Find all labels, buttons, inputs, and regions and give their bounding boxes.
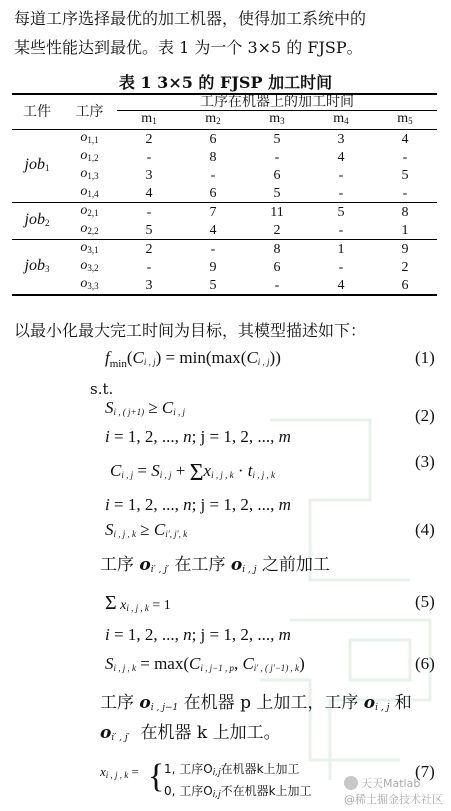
range-line-3: i = 1, 2, ..., n; j = 1, 2, ..., m [105,625,291,644]
header-m3: $m_3$ [269,111,285,126]
equation-1-number: (1) [415,348,435,367]
time-cell: 2 [401,259,409,275]
table-caption: 表 1 3×5 的 FJSP 加工时间 [118,73,333,92]
equation-7-case-0: 0, 工序$O_{i,j}$不在机器k上加工 [164,784,312,800]
header-m1: $m_1$ [141,111,157,126]
time-cell: 1 [401,222,409,238]
time-cell: 8 [401,204,409,220]
equation-5-number: (5) [415,592,435,611]
time-cell: - [402,149,408,165]
time-cell: - [338,185,344,201]
equation-6: $S_{i , j , k} = \max(C_{i , j-1 , p}$, $C_{i' , ( j'-1) , k}$) (6) [105,654,435,673]
range-line-2: i = 1, 2, ..., n; j = 1, 2, ..., m [105,495,291,514]
equation-2: $S_{i , ( j+1)} \ge C_{i , j}$ (2) [105,398,435,425]
table-row [12,276,437,295]
note-equation-6-line-2: $o_{i' , j'}$ 在机器 k 上加工。 [100,723,281,743]
equation-5: Σ $x_{i , j , k} = 1$ (5) [105,592,435,614]
time-cell: 5 [273,131,281,147]
equation-3: $C_{i , j} = S_{i , j} + \Sigma x_{i , j , k} \cdot t_{i , j , k}$ (3) [110,452,435,486]
time-cell: 5 [401,167,409,183]
time-cell: 5 [337,204,345,220]
table-row [12,203,437,222]
time-cell: 6 [273,167,281,183]
equation-3-number: (3) [415,452,435,471]
time-cell: 5 [209,277,217,293]
equation-4: $S_{i , j , k} \ge C_{i', j', k}$ (4) [105,520,435,539]
time-cell: - [402,185,408,201]
time-cell: 2 [145,131,153,147]
op-cell: $o_{3,1}$ [80,240,99,255]
header-m2: $m_2$ [205,111,221,126]
header-m5: $m_5$ [397,111,413,126]
equation-1: $f_{min}(C_{i , j}) = \min(\max(C_{i , j}))$ (1) [105,348,435,370]
time-cell: 3 [145,167,153,183]
header-machine-times: 工序在机器上的加工时间 [117,94,437,111]
equation-2-number: (2) [415,406,435,425]
time-cell: 6 [209,185,217,201]
time-cell: 11 [270,204,284,220]
job-cell: job$_3$ [24,256,50,274]
intro-line-1: 每道工序选择最优的加工机器，使得加工系统中的 [14,9,367,28]
op-cell: $o_{3,3}$ [80,276,99,291]
equation-7-case-1: 1, 工序$O_{i,j}$在机器k上加工 [164,762,300,778]
equation-6-number: (6) [415,654,435,673]
equation-4-number: (4) [415,520,435,539]
time-cell: 8 [209,149,217,165]
time-cell: 5 [145,222,153,238]
fjsp-table [12,93,437,296]
time-cell: 6 [273,259,281,275]
time-cell: - [146,204,152,220]
header-job: 工件 [23,104,51,120]
objective-text: 以最小化最大完工时间为目标，其模型描述如下： [14,321,367,340]
time-cell: 3 [337,131,345,147]
time-cell: 4 [209,222,217,238]
op-cell: $o_{1,4}$ [80,184,99,199]
time-cell: 2 [273,222,281,238]
time-cell: 4 [337,277,345,293]
header-m4: $m_4$ [333,111,349,126]
st-label: s.t. [90,380,114,398]
time-cell: - [210,241,216,257]
wechat-icon [344,776,358,790]
time-cell: 3 [145,277,153,293]
time-cell: 9 [209,259,217,275]
op-cell: $o_{1,2}$ [80,148,99,163]
time-cell: - [274,149,280,165]
op-cell: $o_{1,3}$ [80,166,99,181]
time-cell: - [146,259,152,275]
time-cell: 1 [337,241,345,257]
table-row [12,184,437,203]
time-cell: - [146,149,152,165]
table-row [12,166,437,184]
time-cell: 6 [401,277,409,293]
job-cell: job$_1$ [24,155,50,173]
time-cell: 2 [145,241,153,257]
note-equation-4: 工序 $o_{i' , j'}$ 在工序 $o_{i , j}$ 之前加工 [100,555,330,575]
watermark: 天天Matlab @稀土掘金技术社区 [344,777,443,806]
equation-7-number: (7) [415,762,435,781]
time-cell: 6 [209,131,217,147]
time-cell: 8 [273,241,281,257]
time-cell: 4 [145,185,153,201]
range-line-1: i = 1, 2, ..., n; j = 1, 2, ..., m [105,427,291,446]
time-cell: 7 [209,204,217,220]
table-row [12,221,437,240]
time-cell: - [338,259,344,275]
time-cell: - [338,222,344,238]
note-equation-6-line-1: 工序 $o_{i , j-1}$ 在机器 p 上加工，工序 $o_{i , j}$ 和 [100,693,412,713]
time-cell: 4 [337,149,345,165]
intro-line-2: 某些性能达到最优。表 1 为一个 3×5 的 FJSP。 [14,38,363,57]
table-row [12,240,437,259]
op-cell: $o_{2,1}$ [80,203,99,218]
table-row [12,258,437,276]
time-cell: 5 [273,185,281,201]
op-cell: $o_{3,2}$ [80,258,99,273]
time-cell: - [274,277,280,293]
table-row [12,148,437,166]
op-cell: $o_{2,2}$ [80,221,99,236]
equation-7: $x_{i , j , k}$ = { 1, 工序$O_{i,j}$在机器k上加工 0, 工序$O_{i,j}$不在机器k上加工 (7) [100,758,435,800]
time-cell: 4 [401,131,409,147]
table-row [12,130,437,149]
time-cell: - [210,167,216,183]
job-cell: job$_2$ [24,210,50,228]
op-cell: $o_{1,1}$ [80,130,99,145]
time-cell: 9 [401,241,409,257]
time-cell: - [338,167,344,183]
header-op: 工序 [75,104,104,120]
